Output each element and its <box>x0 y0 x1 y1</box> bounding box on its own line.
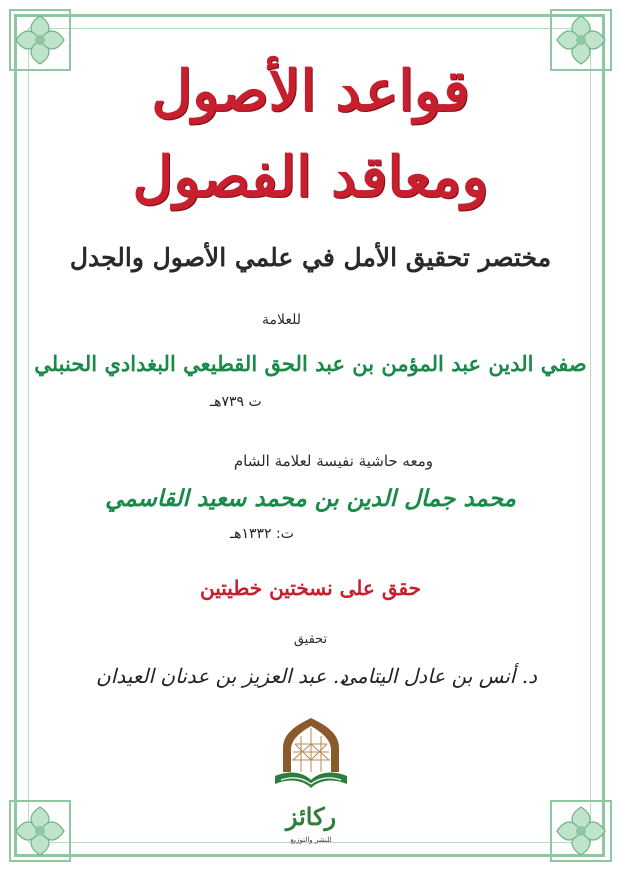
book-title-line-1: قواعد الأصول <box>151 58 470 124</box>
publisher-name: ركائز <box>285 802 337 831</box>
author-name: صفي الدين عبد المؤمن بن عبد الحق القطيعي البغدادي الحنبلي <box>34 351 587 376</box>
corner-ornament-bottom-right <box>543 793 619 869</box>
book-title-line-2: ومعاقد الفصول <box>132 144 489 210</box>
editor-name-2: د. عبد العزيز بن عدنان العيدان <box>96 664 349 688</box>
verification-note: حقق على نسختين خطيتين <box>200 576 421 600</box>
publisher-logo <box>261 714 361 854</box>
arch-book-icon <box>261 714 361 804</box>
editor-name-1: د. أنس بن عادل اليتامى <box>340 664 537 688</box>
by-label: للعلامة <box>261 312 301 328</box>
annotator-death-date: ت: ١٣٣٢هـ <box>230 526 294 542</box>
publisher-tagline: للنشر والتوزيع <box>290 836 332 844</box>
book-subtitle: مختصر تحقيق الأمل في علمي الأصول والجدل <box>69 243 552 272</box>
corner-ornament-bottom-left <box>2 793 78 869</box>
annotator-name: محمد جمال الدين بن محمد سعيد القاسمي <box>105 485 516 512</box>
tahqiq-label: تحقيق <box>293 632 328 647</box>
author-death-date: ت ٧٣٩هـ <box>210 394 262 410</box>
annotation-label: ومعه حاشية نفيسة لعلامة الشام <box>233 452 433 470</box>
